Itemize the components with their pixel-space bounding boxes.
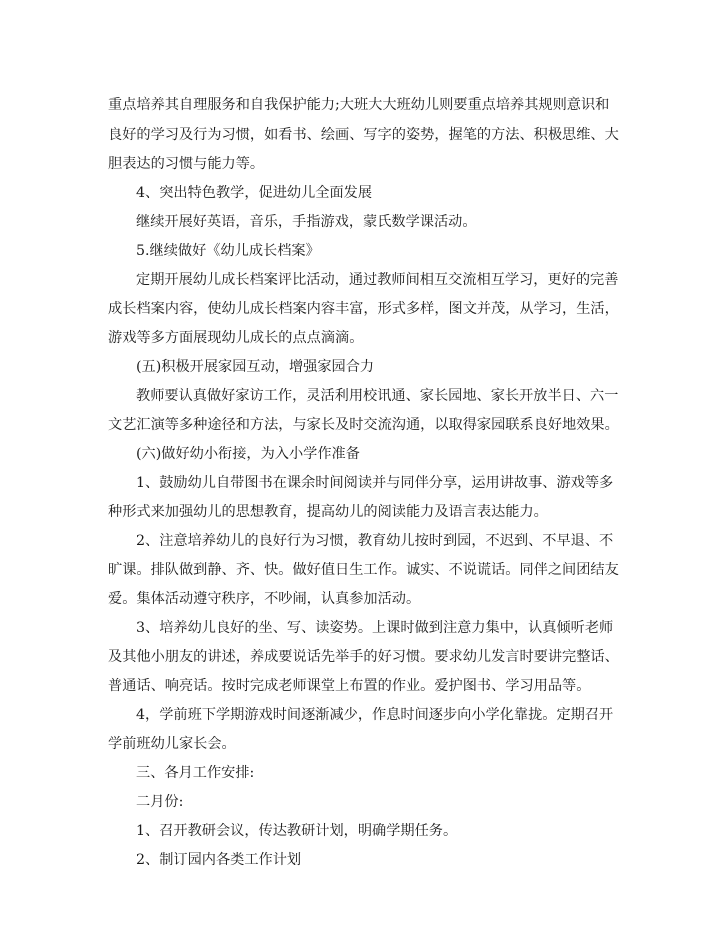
text-line-3: 胆表达的习惯与能力等。 [108, 156, 265, 172]
text-line-23: 学前班幼儿家长会。 [108, 736, 236, 752]
text-line-22: 4，学前班下学期游戏时间逐渐减少，作息时间逐步向小学化靠拢。定期召开 [136, 707, 614, 723]
text-line-15: 种形式来加强幼儿的思想教育，提高幼儿的阅读能力及语言表达能力。 [108, 504, 548, 520]
text-line-9: 游戏等多方面展现幼儿成长的点点滴滴。 [108, 330, 364, 346]
section-heading-five: (五)积极开展家园互动，增强家园合力 [136, 359, 375, 375]
text-line-19: 3、培养幼儿良好的坐、写、读姿势。上课时做到注意力集中，认真倾听老师 [136, 620, 614, 636]
text-line-21: 普通话、响亮话。按时完成老师课堂上布置的作业。爱护图书、学习用品等。 [108, 678, 591, 694]
text-line-16: 2、注意培养幼儿的良好行为习惯，教育幼儿按时到园，不迟到、不早退、不 [136, 533, 614, 549]
text-line-5: 继续开展好英语，音乐，手指游戏，蒙氏数学课活动。 [136, 214, 477, 230]
text-line-2: 良好的学习及行为习惯，如看书、绘画、写字的姿势，握笔的方法、积极思维、大 [108, 127, 619, 143]
text-line-14: 1、鼓励幼儿自带图书在课余时间阅读并与同伴分享，运用讲故事、游戏等多 [136, 475, 614, 491]
section-heading-six: (六)做好幼小衔接，为入小学作准备 [136, 446, 360, 462]
text-line-1: 重点培养其自理服务和自我保护能力;大班大大班幼儿则要重点培养其规则意识和 [108, 97, 610, 113]
section-heading-three: 三、各月工作安排: [136, 765, 255, 781]
section-heading-4: 4、突出特色教学，促进幼儿全面发展 [136, 185, 373, 201]
text-line-11: 教师要认真做好家访工作，灵活利用校讯通、家长园地、家长开放半日、六一 [136, 388, 619, 404]
text-line-18: 爱。集体活动遵守秩序，不吵闹，认真参加活动。 [108, 591, 421, 607]
list-item-2: 2、制订园内各类工作计划 [136, 852, 302, 868]
text-line-20: 及其他小朋友的讲述，养成要说话先举手的好习惯。要求幼儿发言时要讲完整话、 [108, 649, 619, 665]
month-heading: 二月份: [136, 794, 184, 810]
list-item-1: 1、召开教研会议，传达教研计划，明确学期任务。 [136, 823, 458, 839]
text-line-12: 文艺汇演等多种途径和方法，与家长及时交流沟通，以取得家园联系良好地效果。 [108, 417, 619, 433]
text-line-8: 成长档案内容，使幼儿成长档案内容丰富，形式多样，图文并茂，从学习，生活， [108, 301, 619, 317]
text-line-17: 旷课。排队做到静、齐、快。做好值日生工作。诚实、不说谎话。同伴之间团结友 [108, 562, 619, 578]
section-heading-5: 5.继续做好《幼儿成长档案》 [136, 243, 320, 259]
text-line-7: 定期开展幼儿成长档案评比活动，通过教师间相互交流相互学习，更好的完善 [136, 272, 619, 288]
